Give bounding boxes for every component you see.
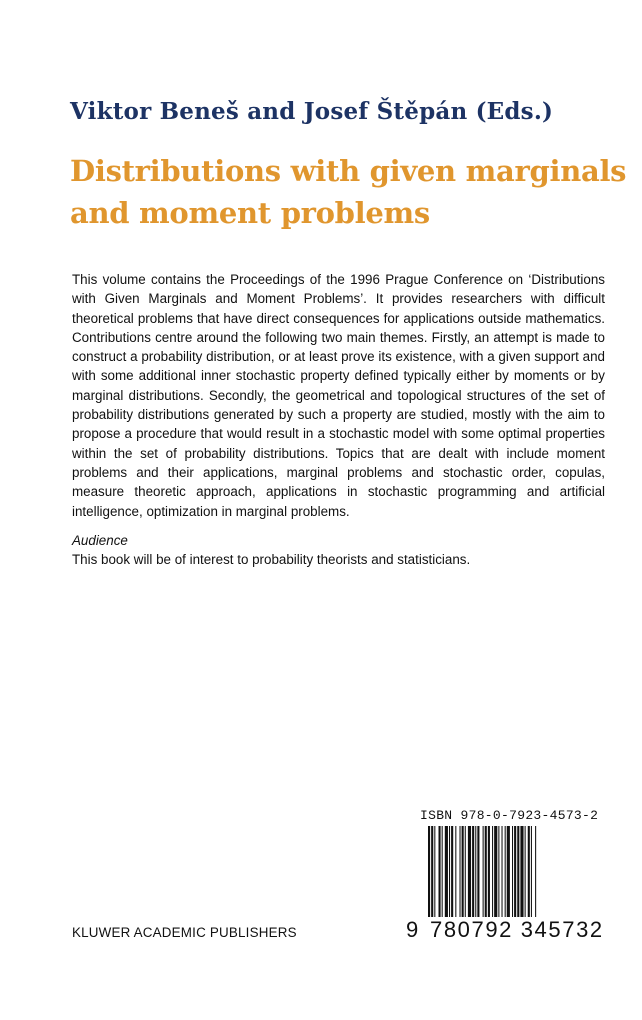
barcode-bar — [472, 826, 474, 918]
barcode-bar — [445, 826, 448, 918]
barcode-bar — [455, 826, 456, 918]
barcode-bar — [535, 826, 536, 926]
publisher-name: KLUWER ACADEMIC PUBLISHERS — [72, 925, 297, 940]
book-description: This volume contains the Proceedings of the 1996 Prague Conference on ‘Distributions with Given Marginals and Moment Problems’. It provides researchers with difficult theoretical problems that have direct consequences for applications outside mathematics. Contributions centre around the following two main themes. Firstly, an attempt is made to construct a probability distribution, or at least prove its existence, with a given support and with some additional inner stochastic property defined typically either by moments or by marginal distributions. Secondly, the geometrical and topological structures of the set of probability distributions generated by such a property are studied, mostly with the aim to propose a procedure that would result in a stochastic model with some optimal properties within the set of probability distributions. Topics that are dealt with include moment problems and their applications, marginal problems and stochastic order, copulas, measure theoretic approach, applications in stochastic programming and artificial intelligence, optimization in marginal problems. — [72, 272, 605, 519]
barcode-bar — [449, 826, 450, 918]
barcode-bar — [494, 826, 497, 918]
barcode-bar — [498, 826, 499, 918]
barcode-bar — [462, 826, 464, 918]
barcode-bar — [460, 826, 461, 918]
barcode-bar — [505, 826, 506, 918]
barcode-bar — [477, 826, 479, 918]
audience-heading: Audience — [72, 533, 128, 548]
barcode-bar — [492, 826, 493, 918]
barcode-bar — [514, 826, 516, 918]
barcode-bar — [439, 826, 441, 918]
audience-text: This book will be of interest to probability theorists and statisticians. — [72, 552, 471, 567]
barcode-bar — [451, 826, 453, 918]
editors-line: Viktor Beneš and Josef Štěpán (Eds.) — [70, 98, 554, 125]
barcode-bar — [502, 826, 503, 918]
barcode-bar — [520, 826, 523, 918]
barcode-bar — [531, 826, 532, 926]
barcode-bar — [428, 826, 430, 926]
barcode-number: 780792 345732 — [430, 917, 604, 942]
barcode-bar — [528, 826, 530, 918]
barcode-bar — [488, 826, 490, 918]
barcode-bar — [442, 826, 443, 918]
barcode-bar — [434, 826, 435, 918]
barcode-bar — [517, 826, 519, 918]
barcode-bar — [468, 826, 471, 918]
barcode-bar — [512, 826, 513, 918]
book-title-line-1: Distributions with given marginals — [70, 154, 627, 188]
barcode-bar — [475, 826, 476, 918]
barcode — [406, 826, 606, 926]
barcode-bar — [485, 826, 487, 918]
barcode-bar — [431, 826, 433, 926]
barcode-bar — [507, 826, 510, 918]
barcode-digits — [406, 917, 606, 945]
barcode-bar — [465, 826, 466, 918]
isbn-label: ISBN 978-0-7923-4573-2 — [420, 808, 599, 823]
barcode-bar — [483, 826, 484, 926]
barcode-first-digit: 9 — [406, 917, 419, 942]
book-title — [70, 150, 640, 234]
barcode-bar — [525, 826, 526, 918]
book-title-line-2: and moment problems — [70, 196, 430, 230]
